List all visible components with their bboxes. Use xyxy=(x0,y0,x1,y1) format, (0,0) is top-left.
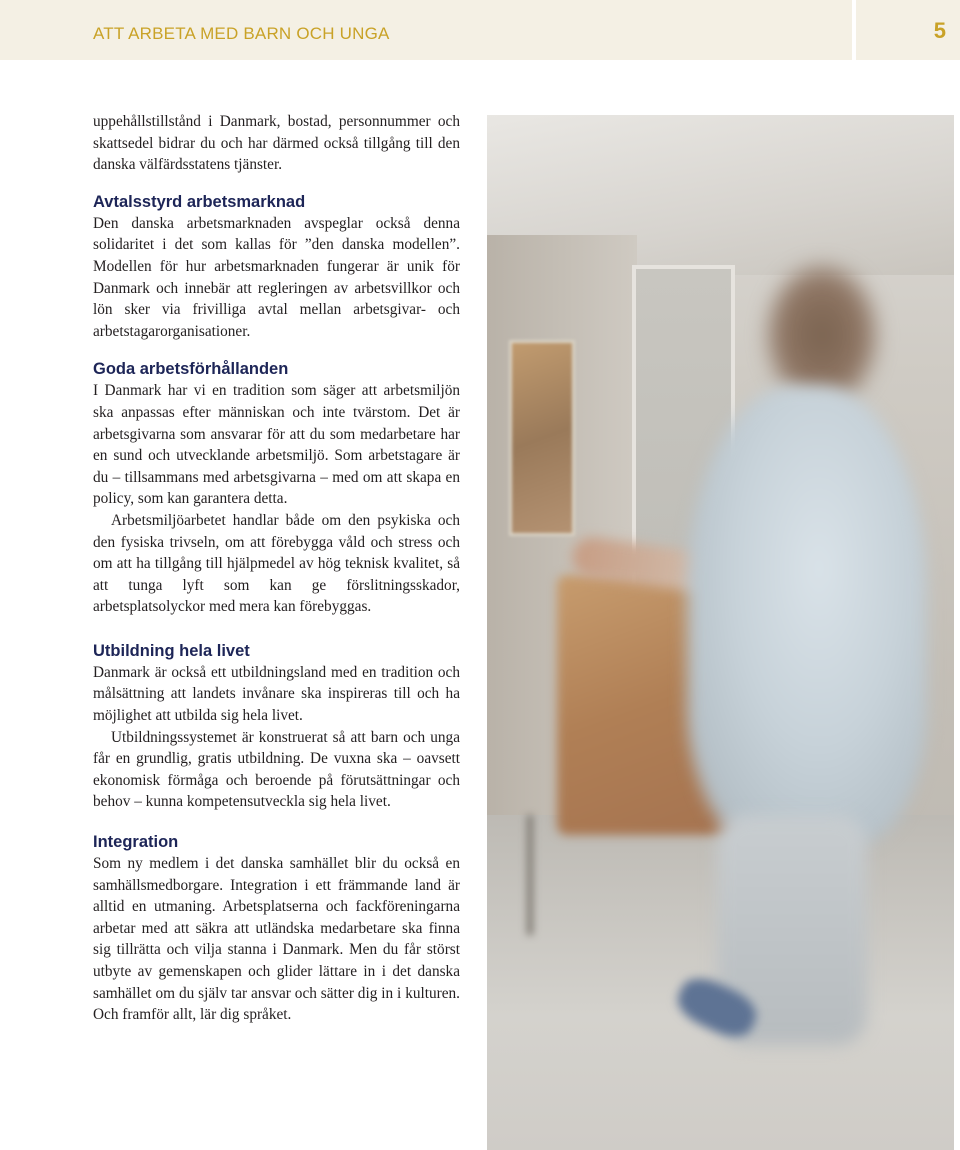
section-paragraph: Arbetsmiljöarbetet handlar både om den psykiska och den fysiska trivseln, om att förebygga våld och stress och om att ha tillgång till hjälpmedel av hög teknisk kvalitet, så att tunga lyft som kan ge förslitningsskador, arbetsplatsolyckor med mera kan förebyggas. xyxy=(93,511,460,616)
section-paragraph: Som ny medlem i det danska samhället blir du också en samhällsmedborgare. Integration i ett främmande land är alltid en utmaning. Arbetsplatserna och fackföreningarna arbetar med att säkra att utländska medarbetare ska finna sig tillrätta och vilja stanna i Danmark. Men du får störst utbyte av gemenskapen och glider lättare in i det danska samhället om du själv tar ansvar och sätter dig in i kulturen. Och framför allt, lär dig språket. xyxy=(93,855,460,1024)
section-paragraph: Utbildningssystemet är konstruerat så att barn och unga får en grundlig, gratis utbildning. De vuxna ska – oavsett ekonomisk förmåga och beroende på förutsättningar och behov – kunna kompetensutveckla sig hela livet. xyxy=(93,728,460,811)
section-heading-avtalsstyrd: Avtalsstyrd arbetsmarknad xyxy=(93,192,306,211)
wall-painting xyxy=(509,340,575,536)
section-heading-goda: Goda arbetsförhållanden xyxy=(93,360,289,379)
nurse-head xyxy=(767,265,877,405)
section-heading-integration: Integration xyxy=(93,833,179,852)
hospital-corridor-photo xyxy=(487,115,954,1150)
section-paragraph: I Danmark har vi en tradition som säger att arbetsmiljön ska anpassas efter människan och inte tvärstom. Det är arbetsgivarna som ansvarar för att du som medarbetare har en sund och utvecklande arbetsmiljö. Som arbetstagare är du – tillsammans med arbetsgivarna – med om att skapa en policy, som kan garantera detta. xyxy=(93,382,460,508)
page-number: 5 xyxy=(933,18,946,43)
body-text-column xyxy=(93,111,460,1026)
intro-paragraph: uppehållstillstånd i Danmark, bostad, personnummer och skattsedel bidrar du och har därmed också tillgång till den danska välfärdsstatens tjänster. xyxy=(93,113,460,174)
section-paragraph: Den danska arbetsmarknaden avspeglar också denna solidaritet i det som kallas för ”den danska modellen”. Modellen för hur arbetsmarknaden fungerar är unik för Danmark och innebär att regleringen av arbetsvillkor och lön sker via frivilliga avtal mellan arbetsgivar- och arbetstagarorganisationer. xyxy=(93,214,460,340)
section-heading-utbildning: Utbildning hela livet xyxy=(93,641,250,660)
section-paragraph: Danmark är också ett utbildningsland med en tradition och målsättning att landets invånare ska inspireras till och ha möjlighet att utbilda sig hela livet. xyxy=(93,663,460,725)
page-number-box xyxy=(856,0,960,60)
running-header-title: ATT ARBETA MED BARN OCH UNGA xyxy=(93,24,390,43)
header-bar xyxy=(0,0,852,60)
nurse-figure xyxy=(687,385,927,845)
